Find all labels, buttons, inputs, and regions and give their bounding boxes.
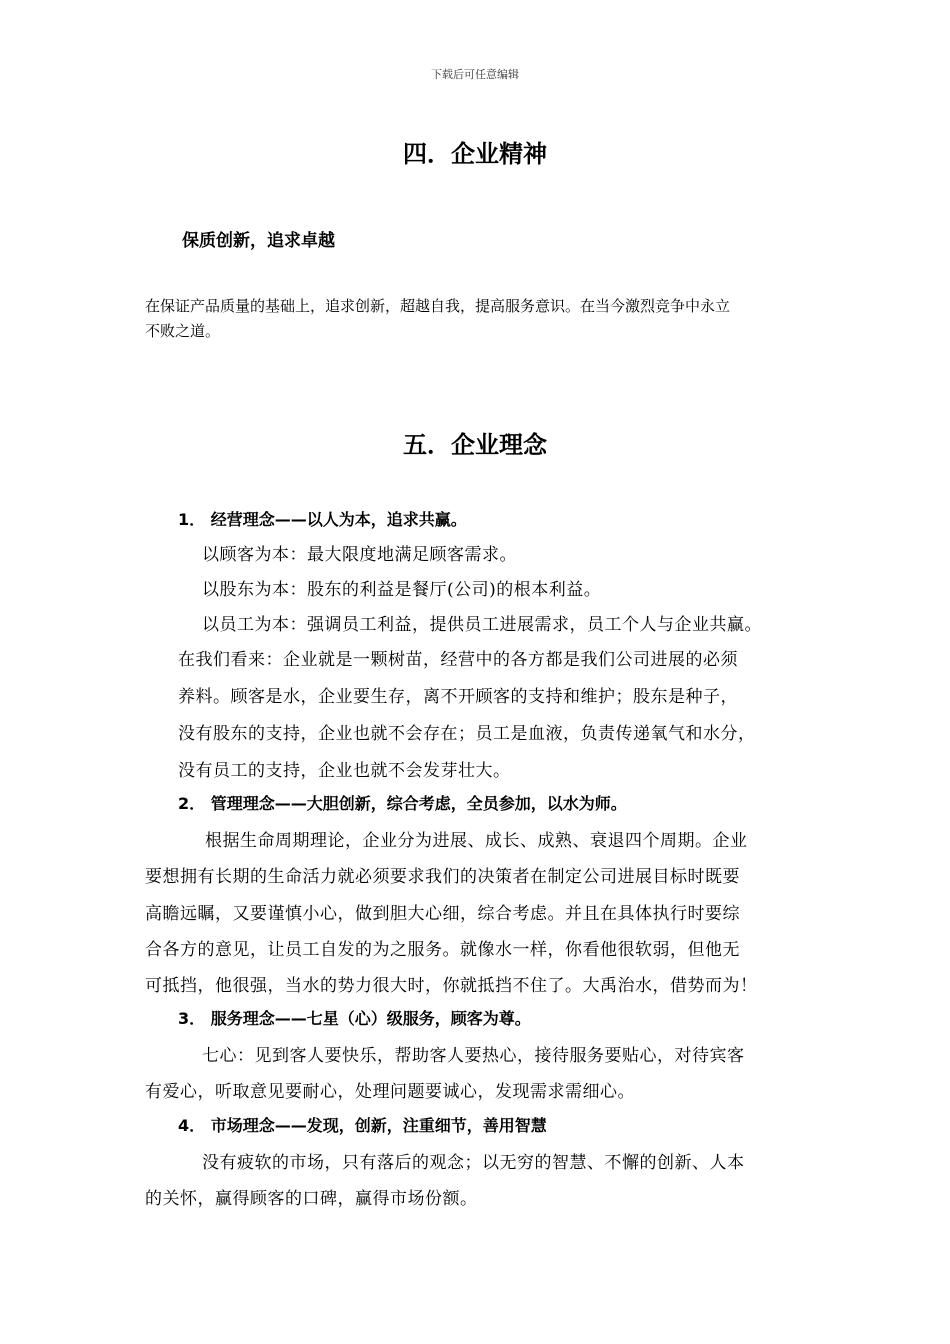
item-heading: 3． 服务理念——七星（心）级服务，顾客为尊。 bbox=[178, 1009, 531, 1028]
paragraph-line: 在保证产品质量的基础上，追求创新，超越自我，提高服务意识。在当今激烈竞争中永立 bbox=[145, 297, 731, 315]
body-line: 高瞻远瞩，又要谨慎小心，做到胆大心细，综合考虑。并且在具体执行时要综 bbox=[145, 904, 740, 924]
body-line: 可抵挡，他很强，当水的势力很大时，你就抵挡不住了。大禹治水，借势而为！ bbox=[145, 976, 758, 996]
body-line: 没有员工的支持，企业也就不会发芽壮大。 bbox=[178, 761, 511, 781]
body-line: 没有疲软的市场，只有落后的观念；以无穷的智慧、不懈的创新、人本 bbox=[202, 1153, 745, 1173]
body-line: 养料。顾客是水，企业要生存，离不开顾客的支持和维护；股东是种子， bbox=[178, 687, 738, 707]
body-line: 以顾客为本：最大限度地满足顾客需求。 bbox=[202, 545, 517, 565]
page-header-note: 下载后可任意编辑 bbox=[431, 68, 519, 81]
section-subtitle: 保质创新，追求卓越 bbox=[182, 231, 335, 251]
body-line: 没有股东的支持，企业也就不会存在；员工是血液，负责传递氧气和水分， bbox=[178, 724, 756, 744]
item-heading: 1． 经营理念——以人为本，追求共赢。 bbox=[178, 510, 467, 529]
item-heading: 4． 市场理念——发现，创新，注重细节，善用智慧 bbox=[178, 1116, 547, 1135]
section-title: 四．企业精神 bbox=[403, 140, 547, 168]
body-line: 的关怀，赢得顾客的口碑，赢得市场份额。 bbox=[145, 1189, 478, 1209]
body-line: 根据生命周期理论，企业分为进展、成长、成熟、衰退四个周期。企业 bbox=[205, 831, 748, 851]
body-line: 以员工为本：强调员工利益，提供员工进展需求，员工个人与企业共赢。 bbox=[202, 615, 762, 635]
section-title: 五．企业理念 bbox=[403, 431, 547, 459]
body-line: 合各方的意见，让员工自发的为之服务。就像水一样，你看他很软弱，但他无 bbox=[145, 940, 740, 960]
item-heading: 2． 管理理念——大胆创新，综合考虑，全员参加，以水为师。 bbox=[178, 794, 627, 813]
body-line: 以股东为本：股东的利益是餐厅(公司)的根本利益。 bbox=[202, 580, 602, 600]
body-line: 有爱心，听取意见要耐心，处理问题要诚心，发现需求需细心。 bbox=[145, 1082, 635, 1102]
body-line: 在我们看来：企业就是一颗树苗，经营中的各方都是我们公司进展的必须 bbox=[178, 650, 738, 670]
paragraph-line: 不败之道。 bbox=[145, 322, 221, 340]
body-line: 七心：见到客人要快乐，帮助客人要热心，接待服务要贴心，对待宾客 bbox=[202, 1046, 745, 1066]
body-line: 要想拥有长期的生命活力就必须要求我们的决策者在制定公司进展目标时既要 bbox=[145, 867, 740, 887]
